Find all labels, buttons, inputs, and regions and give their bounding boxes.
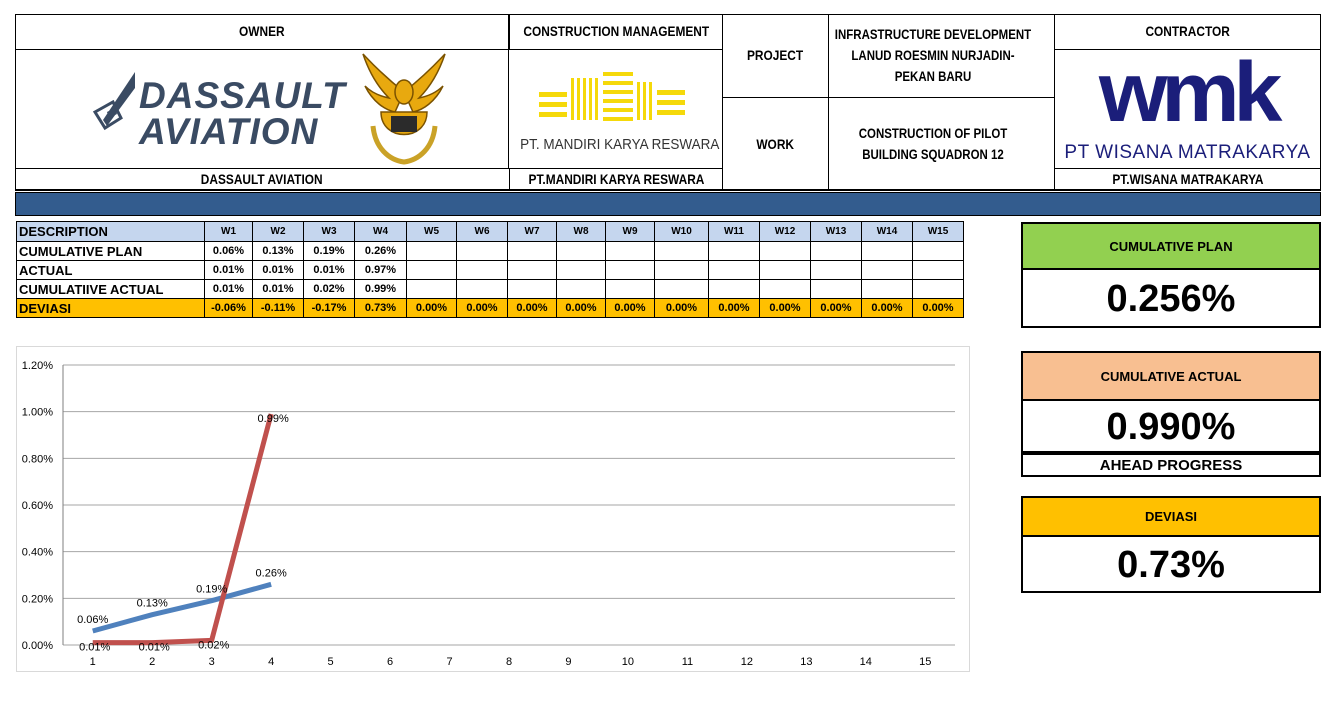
table-cell <box>709 242 760 261</box>
x-tick-label: 8 <box>505 656 513 668</box>
week-header: W4 <box>355 222 407 242</box>
y-tick-label: 0.20% <box>21 593 53 606</box>
contractor-logo-mark: wmk <box>1098 45 1277 139</box>
data-label: 0.19% <box>196 583 228 596</box>
x-tick-label: 14 <box>859 656 872 668</box>
table-cell <box>655 242 709 261</box>
table-cell <box>606 261 655 280</box>
table-cell <box>760 280 811 299</box>
data-label: 0.06% <box>77 614 109 626</box>
table-cell: 0.00% <box>655 299 709 318</box>
table-cell: 0.00% <box>457 299 508 318</box>
table-cell <box>508 242 557 261</box>
x-tick-label: 11 <box>681 656 694 668</box>
week-header: W6 <box>457 222 508 242</box>
table-cell <box>709 261 760 280</box>
table-row <box>17 280 964 299</box>
data-label: 0.26% <box>255 567 287 580</box>
table-cell: 0.01% <box>205 261 253 280</box>
x-tick-label: 12 <box>740 656 753 668</box>
work-label-cell <box>722 97 829 191</box>
table-cell <box>655 280 709 299</box>
table-cell <box>709 280 760 299</box>
work-label: WORK <box>756 135 795 152</box>
table-cell: -0.17% <box>304 299 355 318</box>
table-cell <box>913 242 964 261</box>
cm-name-cell <box>509 168 723 191</box>
table-cell <box>606 280 655 299</box>
data-label: 0.13% <box>136 597 168 610</box>
table-cell <box>508 261 557 280</box>
x-tick-label: 9 <box>565 656 572 668</box>
cm-label: CONSTRUCTION MANAGEMENT <box>523 23 709 39</box>
x-tick-label: 2 <box>149 656 156 668</box>
air-force-emblem-icon <box>359 52 449 166</box>
table-cell: 0.00% <box>606 299 655 318</box>
table-cell <box>407 261 457 280</box>
table-cell: 0.02% <box>304 280 355 299</box>
table-cell <box>760 242 811 261</box>
owner-name-cell <box>15 168 510 191</box>
mandiri-logo-icon <box>539 72 685 126</box>
table-cell <box>862 280 913 299</box>
table-cell <box>508 280 557 299</box>
table-cell <box>557 261 606 280</box>
table-cell: 0.73% <box>355 299 407 318</box>
plan-summary-title: CUMULATIVE PLAN <box>1023 224 1319 270</box>
table-cell <box>557 280 606 299</box>
deviation-summary-box <box>1021 496 1321 593</box>
work-value: CONSTRUCTION OF PILOT BUILDING SQUADRON 12 <box>858 126 1008 162</box>
table-cell: 0.00% <box>709 299 760 318</box>
table-cell: 0.01% <box>253 280 304 299</box>
project-label: PROJECT <box>747 47 804 63</box>
week-header: W9 <box>606 222 655 242</box>
table-cell: 0.99% <box>355 280 407 299</box>
table-cell: 0.00% <box>862 299 913 318</box>
plan-summary-value: 0.256% <box>1106 277 1236 320</box>
owner-logo-text-1: DASSAULT <box>139 75 346 116</box>
table-cell <box>457 280 508 299</box>
row-label: DEVIASI <box>17 299 205 318</box>
x-tick-label: 1 <box>89 656 96 668</box>
owner-logo-area <box>15 50 509 168</box>
week-header: W15 <box>913 222 964 242</box>
week-header: W8 <box>557 222 606 242</box>
x-tick-label: 10 <box>621 656 635 668</box>
y-tick-label: 0.60% <box>21 500 53 512</box>
week-header: W14 <box>862 222 913 242</box>
week-header: W5 <box>407 222 457 242</box>
table-cell: 0.13% <box>253 242 304 261</box>
week-header: W11 <box>709 222 760 242</box>
week-header: W3 <box>304 222 355 242</box>
table-cell: 0.06% <box>205 242 253 261</box>
table-cell: 0.01% <box>253 261 304 280</box>
table-cell <box>457 261 508 280</box>
x-tick-label: 3 <box>208 656 215 668</box>
project-value: INFRASTRUCTURE DEVELOPMENT LANUD ROESMIN NURJADIN-PEKAN BARU <box>834 27 1032 84</box>
progress-table <box>16 221 964 318</box>
data-label: 0.99% <box>257 413 289 425</box>
y-tick-label: 1.00% <box>21 406 53 419</box>
data-label: 0.02% <box>198 639 230 652</box>
actual-summary-title: CUMULATIVE ACTUAL <box>1023 353 1319 401</box>
cm-label-cell <box>509 14 723 50</box>
contractor-logo-area <box>1054 45 1321 168</box>
owner-logo-text-2: AVIATION <box>139 111 319 152</box>
table-cell: -0.06% <box>205 299 253 318</box>
x-tick-label: 7 <box>446 656 453 668</box>
project-label-cell <box>722 14 829 98</box>
x-tick-label: 4 <box>268 656 275 668</box>
table-cell <box>655 261 709 280</box>
y-tick-label: 0.40% <box>21 546 53 559</box>
week-header: W10 <box>655 222 709 242</box>
y-tick-label: 0.80% <box>21 453 53 466</box>
table-cell: 0.01% <box>205 280 253 299</box>
contractor-label: CONTRACTOR <box>1145 23 1231 39</box>
x-tick-label: 15 <box>919 656 932 668</box>
cm-logo-text: PT. MANDIRI KARYA RESWARA <box>520 136 720 153</box>
cm-name: PT.MANDIRI KARYA RESWARA <box>528 171 704 187</box>
cm-logo-area <box>509 50 723 168</box>
row-label: CUMULATIIVE ACTUAL <box>17 280 205 299</box>
x-tick-label: 13 <box>800 656 813 668</box>
deviation-summary-title: DEVIASI <box>1023 498 1319 537</box>
y-tick-label: 0.00% <box>21 640 53 652</box>
owner-name: DASSAULT AVIATION <box>201 171 323 187</box>
week-header: W1 <box>205 222 253 242</box>
row-label: CUMULATIVE PLAN <box>17 242 205 261</box>
table-cell: -0.11% <box>253 299 304 318</box>
table-cell <box>760 261 811 280</box>
row-label: ACTUAL <box>17 261 205 280</box>
table-cell: 0.26% <box>355 242 407 261</box>
table-cell <box>811 242 862 261</box>
table-row <box>17 242 964 261</box>
week-header: W2 <box>253 222 304 242</box>
contractor-name-cell <box>1054 168 1321 191</box>
table-cell: 0.00% <box>811 299 862 318</box>
table-cell: 0.00% <box>760 299 811 318</box>
progress-chart <box>17 347 971 673</box>
data-label: 0.01% <box>138 641 170 654</box>
x-tick-label: 5 <box>327 656 334 668</box>
table-cell <box>862 242 913 261</box>
table-cell <box>606 242 655 261</box>
owner-label-cell <box>15 14 509 50</box>
progress-status: AHEAD PROGRESS <box>1021 453 1321 477</box>
table-cell <box>862 261 913 280</box>
table-cell: 0.97% <box>355 261 407 280</box>
table-cell <box>913 261 964 280</box>
week-header: W13 <box>811 222 862 242</box>
table-cell: 0.01% <box>304 261 355 280</box>
section-divider-bar <box>15 192 1321 216</box>
table-cell <box>407 280 457 299</box>
table-cell: 0.00% <box>508 299 557 318</box>
table-cell: 0.19% <box>304 242 355 261</box>
table-row <box>17 261 964 280</box>
week-header: W7 <box>508 222 557 242</box>
project-value-cell <box>828 14 1055 98</box>
plan-summary-box <box>1021 222 1321 328</box>
progress-chart-frame <box>16 346 970 672</box>
table-cell <box>913 280 964 299</box>
table-cell: 0.00% <box>407 299 457 318</box>
contractor-logo-text: PT WISANA MATRAKARYA <box>1064 142 1311 163</box>
x-tick-label: 6 <box>387 656 394 668</box>
table-row <box>17 299 964 318</box>
contractor-name: PT.WISANA MATRAKARYA <box>1112 171 1264 187</box>
work-value-cell <box>828 97 1055 191</box>
table-cell: 0.00% <box>913 299 964 318</box>
table-cell <box>557 242 606 261</box>
week-header: W12 <box>760 222 811 242</box>
table-cell: 0.00% <box>557 299 606 318</box>
description-header: DESCRIPTION <box>17 222 205 242</box>
table-cell <box>811 261 862 280</box>
table-cell <box>457 242 508 261</box>
deviation-summary-value: 0.73% <box>1117 543 1225 586</box>
actual-summary-value: 0.990% <box>1106 405 1236 448</box>
owner-label: OWNER <box>238 23 285 39</box>
series-line-1 <box>93 584 271 631</box>
data-label: 0.01% <box>79 641 111 654</box>
actual-summary-box <box>1021 351 1321 453</box>
table-cell <box>811 280 862 299</box>
y-tick-label: 1.20% <box>21 360 53 372</box>
table-cell <box>407 242 457 261</box>
